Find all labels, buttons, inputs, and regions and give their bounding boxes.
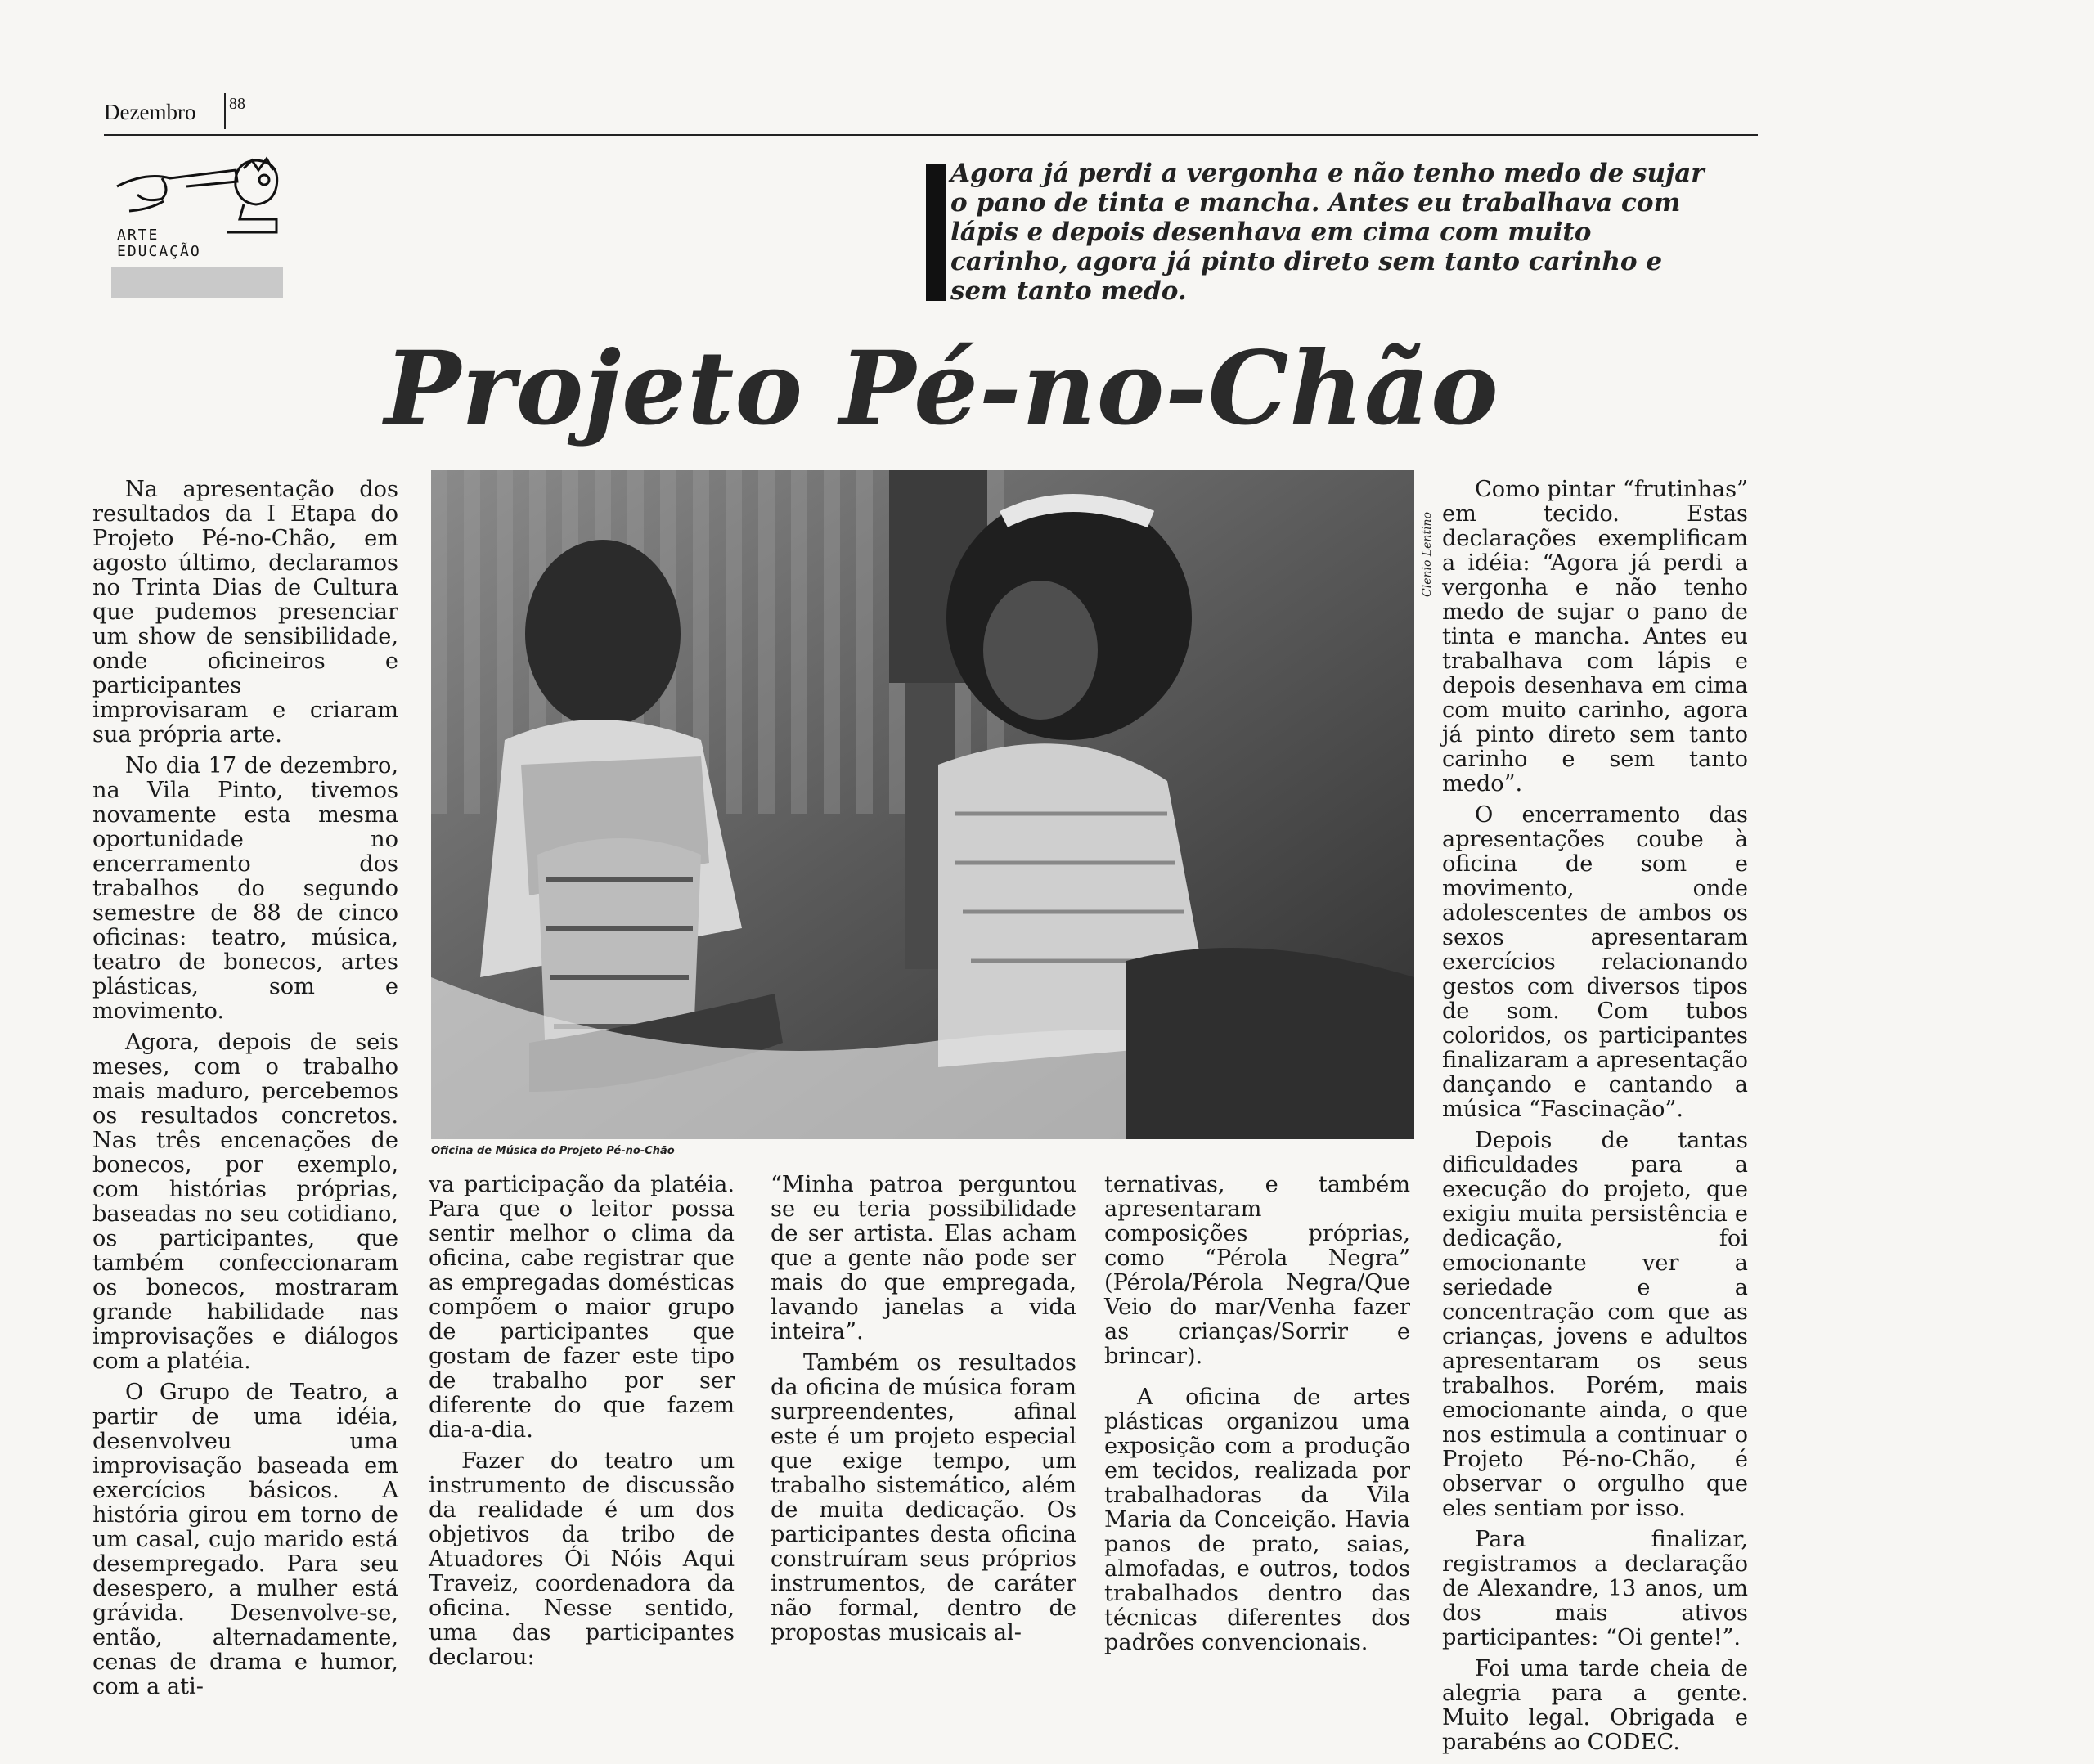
column-3 bbox=[771, 1173, 1076, 1652]
article-photo bbox=[431, 470, 1414, 1139]
header-number: 88 bbox=[229, 95, 245, 113]
paragraph: Para finalizar, registramos a declaração de Alexandre, 13 anos, um dos mais ativos participantes: “Oi gente!”. bbox=[1442, 1527, 1748, 1650]
header-month: Dezembro bbox=[104, 100, 196, 124]
header-separator bbox=[224, 93, 226, 129]
paragraph: Foi uma tarde cheia de alegria para a gente. Muito legal. Obrigada e parabéns ao CODEC. bbox=[1442, 1656, 1748, 1755]
quote-bar bbox=[926, 164, 946, 301]
logo-line1: ARTE bbox=[117, 227, 160, 244]
paragraph: Depois de tantas dificuldades para a execução do projeto, que exigiu muita persistência e dedicação, foi emocionante ver a seriedade e a concentração com que as crianças, jovens e adultos apresentaram os seus trabalhos. Porém, mais emocionante ainda, o que nos estimula a continuar o Projeto Pé-no-Chão, é observar o orgulho que eles sentiam por isso. bbox=[1442, 1128, 1748, 1521]
paragraph: No dia 17 de dezembro, na Vila Pinto, tivemos novamente esta mesma oportunidade no encerramento dos trabalhos do segundo semestre de 88 de cinco oficinas: teatro, música, teatro de bonecos, artes plásticas, som e movimento. bbox=[92, 753, 398, 1024]
logo-line2: EDUCAÇÃO bbox=[117, 243, 201, 260]
logo-label bbox=[117, 227, 201, 260]
paragraph: A oficina de artes plásticas organizou uma exposição com a produção em tecidos, realizada por trabalhadoras da Vila Maria da Conceição. Havia panos de prato, saias, almofadas, e outros, todos trabalhados dentro das técnicas diferentes dos padrões convencionais. bbox=[1104, 1385, 1410, 1655]
article-title: Projeto Pé-no-Chão bbox=[384, 330, 1499, 448]
photo-caption: Oficina de Música do Projeto Pé-no-Chão bbox=[431, 1145, 675, 1157]
photo-credit bbox=[1418, 474, 1436, 597]
paragraph: Agora, depois de seis meses, com o trabalho mais maduro, percebemos os resultados concretos. Nas três encenações de bonecos, por exemplo, com histórias próprias, baseadas no seu cotidiano, os participantes, que também confeccionaram os bonecos, mostraram grande habilidade nas improvisações e diálogos com a platéia. bbox=[92, 1030, 398, 1374]
column-1 bbox=[92, 478, 398, 1706]
header-rule bbox=[104, 134, 1758, 136]
column-5 bbox=[1442, 478, 1748, 1762]
paragraph: Também os resultados da oficina de música foram surpreendentes, afinal este é um projeto especial que exige tempo, um trabalho sistemático, além de muita dedicação. Os participantes desta oficina construíram seus próprios instrumentos, de caráter não formal, dentro de propostas musicais al- bbox=[771, 1350, 1076, 1645]
paragraph: O encerramento das apresentações coube à oficina de som e movimento, onde adolescentes de ambos os sexos apresentaram exercícios relacionando gestos com diversos tipos de som. Com tubos coloridos, os participantes finalizaram a apresentação dançando e cantando a música “Fascinação”. bbox=[1442, 802, 1748, 1122]
pull-quote: Agora já perdi a vergonha e não tenho medo de sujar o pano de tinta e mancha. Antes eu trabalhava com lápis e depois desenhava em cima com muito carinho, agora já pinto direto sem tanto carinho e sem tanto medo. bbox=[950, 159, 1705, 306]
paragraph: “Minha patroa perguntou se eu teria possibilidade de ser artista. Elas acham que a gente não pode ser mais do que empregada, lavando janelas a vida inteira”. bbox=[771, 1172, 1076, 1344]
paragraph: Fazer do teatro um instrumento de discussão da realidade é um dos objetivos da tribo de Atuadores Ói Nóis Aqui Traveiz, coordenadora da oficina. Nesse sentido, uma das participantes declarou: bbox=[429, 1448, 735, 1670]
logo-shade bbox=[111, 267, 283, 298]
column-2 bbox=[429, 1173, 735, 1676]
paragraph: Na apresentação dos resultados da I Etapa do Projeto Pé-no-Chão, em agosto último, declaramos no Trinta Dias de Cultura que pudemos presenciar um show de sensibilidade, onde oficineiros e participantes improvisaram e criaram sua própria arte. bbox=[92, 477, 398, 747]
column-4 bbox=[1104, 1173, 1410, 1662]
photo-credit-text: Clenio Lentino bbox=[1421, 512, 1434, 597]
paragraph: Como pintar “frutinhas” em tecido. Estas declarações exemplificam a idéia: “Agora já perdi a vergonha e não tenho medo de sujar o pano de tinta e mancha. Antes eu trabalhava com lápis e depois desenhava em cima com muito carinho, agora já pinto direto sem tanto carinho e sem tanto medo”. bbox=[1442, 477, 1748, 797]
paragraph: va participação da platéia. Para que o leitor possa sentir melhor o clima da oficina, cabe registrar que as empregadas domésticas compõem o maior grupo de participantes que gostam de fazer este tipo de trabalho por ser diferente do que fazem dia-a-dia. bbox=[429, 1172, 735, 1443]
paragraph: O Grupo de Teatro, a partir de uma idéia, desenvolveu uma improvisação baseada em exercícios básicos. A história girou em torno de um casal, cujo marido está desempregado. Para seu desespero, a mulher está grávida. Desenvolve-se, então, alternadamente, cenas de drama e humor, com a ati- bbox=[92, 1380, 398, 1699]
paragraph: ternativas, e também apresentaram composições próprias, como “Pérola Negra” (Pérola/Pérola Negra/Que Veio do mar/Venha fazer as crianças/Sorrir e brincar). bbox=[1104, 1172, 1410, 1369]
